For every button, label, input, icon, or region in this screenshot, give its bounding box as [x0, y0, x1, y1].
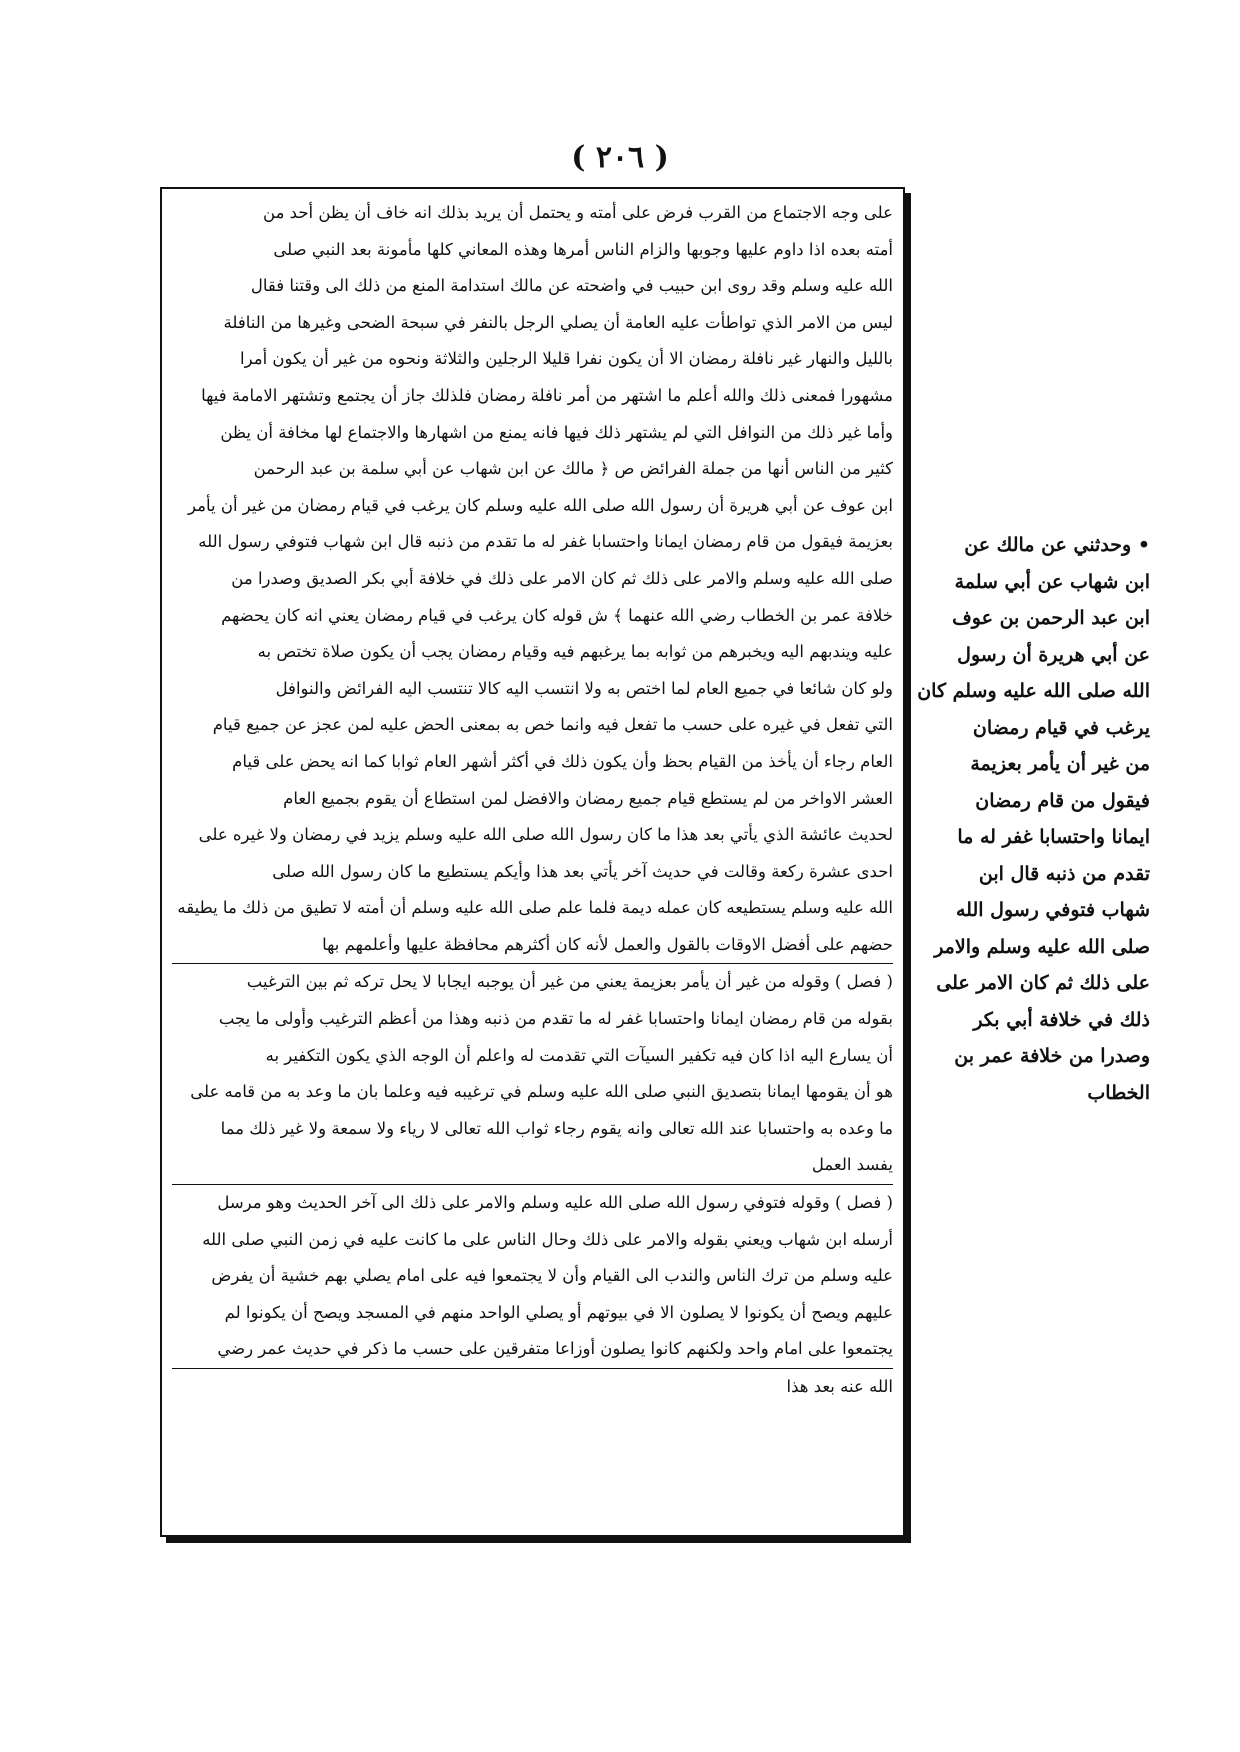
hadith-line: يرغب في قيام رمضان — [972, 716, 1150, 739]
commentary-line: الله عليه وسلم وقد روى ابن حبيب في واضحته عن مالك استدامة المنع من ذلك الى وقتنا فقال — [250, 276, 893, 296]
commentary-line: بعزيمة فيقول من قام رمضان ايمانا واحتسابا غفر له ما تقدم من ذنبه قال ابن شهاب فتوفي رسول الله — [198, 532, 893, 552]
hadith-line: وصدرا من خلافة عمر بن — [954, 1045, 1150, 1067]
commentary-line: الله عليه وسلم يستطيعه كان عمله ديمة فلما علم صلى الله عليه وسلم أن أمته لا تطيق من ذلك ما يطيقه — [177, 898, 893, 918]
hadith-line: تقدم من ذنبه قال ابن — [978, 862, 1150, 885]
hadith-line: صلى الله عليه وسلم والامر — [934, 935, 1150, 958]
page-number: ( ٢٠٦ ) — [571, 140, 669, 175]
hadith-line: ابن عبد الرحمن بن عوف — [952, 607, 1150, 629]
commentary-column — [160, 187, 905, 1537]
commentary-line: يفسد العمل — [811, 1155, 893, 1175]
commentary-line: هو أن يقومها ايمانا بتصديق النبي صلى الله عليه وسلم في ترغيبه فيه وعلما بان ما وعد به من قامه على — [190, 1082, 893, 1102]
commentary-line: ليس من الامر الذي تواطأت عليه العامة أن يصلي الرجل بالنفر في سبحة الضحى وغيرها من النافلة — [223, 312, 893, 332]
commentary-line: كثير من الناس أنها من جملة الفرائض ص ﴿ مالك عن ابن شهاب عن أبي سلمة بن عبد الرحمن — [253, 459, 893, 479]
commentary-line: يجتمعوا على امام واحد ولكنهم كانوا يصلون أوزاعا متفرقين على حسب ما ذكر في حديث عمر رضي — [217, 1339, 893, 1359]
commentary-line: مشهورا فمعنى ذلك والله أعلم ما اشتهر من أمر نافلة رمضان فلذلك جاز أن يجتمع وتشتهر الامامة فيها — [201, 385, 893, 405]
commentary-line: عليه ويندبهم اليه ويخبرهم من ثوابه بما يرغبهم فيه وقيام رمضان يجب أن يكون صلاة تختص به — [257, 642, 893, 662]
commentary-line: العشر الاواخر من لم يستطع قيام جميع رمضان والافضل لمن استطاع أن يقوم بجميع العام — [283, 788, 893, 808]
commentary-line: على وجه الاجتماع من القرب فرض على أمته و يحتمل أن يريد بذلك انه خاف أن يظن أحد من — [263, 203, 893, 222]
section-heading-line: ( فصل ) وقوله فتوفي رسول الله صلى الله عليه وسلم والامر على ذلك الى آخر الحديث وهو مرسل — [172, 1184, 893, 1222]
commentary-line: بقوله من قام رمضان ايمانا واحتسابا غفر له ما تقدم من ذنبه وهذا من أعظم الترغيب وأولى ما يجب — [218, 1009, 893, 1029]
hadith-text-column — [915, 527, 1150, 1111]
hadith-line: ذلك في خلافة أبي بكر — [973, 1008, 1150, 1031]
commentary-line: وأما غير ذلك من النوافل التي لم يشتهر ذلك فيها فانه يمنع من اشهارها والاجتماع لها مخافة أن يظن — [220, 422, 893, 442]
hadith-line: على ذلك ثم كان الامر على — [936, 972, 1150, 994]
commentary-line: العام رجاء أن يأخذ من القيام بحظ وأن يكون ذلك في أكثر أشهر العام ثوابا كما انه يحض على قيام — [232, 751, 893, 771]
commentary-line: حضهم على أفضل الاوقات بالقول والعمل لأنه كان أكثرهم محافظة عليها وأعلمهم بها — [322, 934, 893, 954]
commentary-line: ولو كان شائعا في جميع العام لما اختص به ولا انتسب اليه كالا تنتسب اليه الفرائض والنوافل — [275, 678, 893, 698]
commentary-line: عليهم ويصح أن يكونوا لا يصلون الا في بيوتهم أو يصلي الواحد منهم في المسجد ويصح أن يكونوا لم — [224, 1302, 893, 1322]
hadith-line: عن أبي هريرة أن رسول — [957, 643, 1150, 666]
commentary-line: صلى الله عليه وسلم والامر على ذلك ثم كان الامر على ذلك في خلافة أبي بكر الصديق وصدرا من — [231, 568, 893, 588]
hadith-line: الخطاب — [1087, 1081, 1150, 1104]
commentary-line: أن يسارع اليه اذا كان فيه تكفير السيآت التي تقدمت له واعلم أن الوجه الذي يكون التكفير به — [265, 1045, 893, 1065]
commentary-line: خلافة عمر بن الخطاب رضي الله عنهما ﴾ ش قوله كان يرغب في قيام رمضان يعني انه كان يحضهم — [221, 605, 893, 625]
hadith-line: شهاب فتوفي رسول الله — [955, 899, 1150, 921]
commentary-line: عليه وسلم من ترك الناس والندب الى القيام وأن لا يجتمعوا فيه على امام يصلي بهم خشية أن يفرض — [211, 1266, 893, 1286]
commentary-line: احدى عشرة ركعة وقالت في حديث آخر يأتي بعد هذا وأيكم يستطيع ما كان رسول الله صلى — [272, 861, 893, 881]
section-heading-line: الله عنه بعد هذا — [172, 1368, 893, 1406]
commentary-line: بالليل والنهار غير نافلة رمضان الا أن يكون نفرا قليلا الرجلين والثلاثة ونحوه من غير أن يكون أمرا — [240, 349, 893, 369]
hadith-line: • وحدثني عن مالك عن — [964, 534, 1150, 556]
hadith-line: من غير أن يأمر بعزيمة — [970, 753, 1150, 775]
commentary-line: ابن عوف عن أبي هريرة أن رسول الله صلى الله عليه وسلم كان يرغب في قيام رمضان من غير أن يأمر — [188, 495, 893, 515]
commentary-line: لحديث عائشة الذي يأتي بعد هذا ما كان رسول الله صلى الله عليه وسلم يزيد في رمضان ولا غيره على — [198, 825, 893, 845]
commentary-line: ما وعده به واحتسابا عند الله تعالى وانه يقوم رجاء ثواب الله تعالى لا رياء ولا سمعة ولا غير ذلك مما — [220, 1118, 893, 1138]
commentary-line: أرسله ابن شهاب ويعني بقوله والامر على ذلك وحال الناس على ما كانت عليه في زمن النبي صلى الله — [202, 1229, 893, 1249]
hadith-line: ايمانا واحتسابا غفر له ما — [957, 826, 1150, 848]
commentary-line: التي تفعل في غيره على حسب ما تفعل فيه وانما خص به بمعنى الحض عليه لمن عجز عن جميع قيام — [212, 715, 893, 735]
section-heading-line: ( فصل ) وقوله من غير أن يأمر بعزيمة يعني من غير أن يوجبه ايجابا لا يحل تركه ثم بين الترغيب — [172, 963, 893, 1001]
hadith-line: ابن شهاب عن أبي سلمة — [954, 570, 1150, 593]
commentary-line: أمته بعده اذا داوم عليها وجوبها والزام الناس أمرها وهذه المعاني كلها مأمونة بعد النبي صلى — [273, 239, 893, 259]
hadith-line: الله صلى الله عليه وسلم كان — [917, 680, 1150, 702]
hadith-line: فيقول من قام رمضان — [975, 789, 1150, 812]
